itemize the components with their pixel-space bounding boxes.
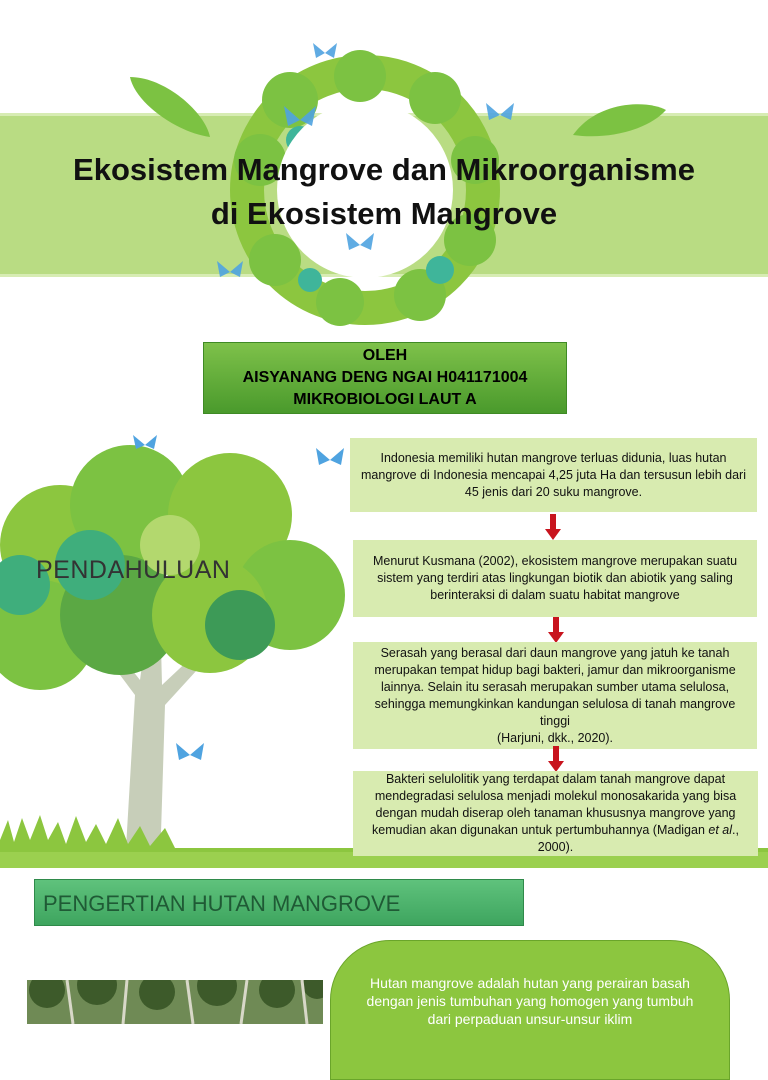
author-name: AISYANANG DENG NGAI H041171004 xyxy=(242,369,528,386)
author-label: OLEH xyxy=(362,347,408,364)
arrow-down-icon xyxy=(548,746,564,772)
section-title-definition: PENGERTIAN HUTAN MANGROVE xyxy=(34,879,524,926)
leaf-decoration-left xyxy=(125,72,215,142)
tree-illustration xyxy=(0,425,350,865)
mangrove-photo xyxy=(27,980,323,1024)
intro-box-4-text: Bakteri selulolitik yang terdapat dalam tanah mangrove dapat mendegradasi selulosa menjadi molekul monosakarida yang bisa dengan mudah diserap oleh tanaman khususnya mangrove yang kemudian akan digunakan untuk pertumbuhannya (Madigan et al., 2000). xyxy=(372,772,739,854)
leaf-decoration-right xyxy=(568,100,668,140)
definition-bubble: Hutan mangrove adalah hutan yang perairan basah dengan jenis tumbuhan yang homogen yang tumbuh dari perpaduan unsur-unsur iklim xyxy=(330,940,730,1080)
arrow-down-icon xyxy=(545,514,561,540)
intro-box-3-citation: (Harjuni, dkk., 2020). xyxy=(496,730,614,745)
page-title: Ekosistem Mangrove dan Mikroorganisme di Ekosistem Mangrove xyxy=(73,152,695,231)
section-title-introduction: PENDAHULUAN xyxy=(36,556,231,584)
author-course: MIKROBIOLOGI LAUT A xyxy=(293,391,477,408)
arrow-down-icon xyxy=(548,617,564,643)
intro-box-2: Menurut Kusmana (2002), ekosistem mangrove merupakan suatu sistem yang terdiri atas lingkungan biotik dan abiotik yang saling berinteraksi di dalam suatu habitat mangrove xyxy=(353,540,757,617)
intro-box-4 xyxy=(353,771,758,856)
intro-box-3-text: Serasah yang berasal dari daun mangrove yang jatuh ke tanah merupakan tempat hidup bagi bakteri, jamur dan mikroorganisme lainnya. Selain itu serasah merupakan sumber utama selulosa, sehingga memungkinkan kandungan selulosa di tanah mangrove tinggi xyxy=(374,645,736,728)
author-box xyxy=(203,342,567,414)
intro-box-1: Indonesia memiliki hutan mangrove terluas didunia, luas hutan mangrove di Indonesia mencapai 4,25 juta Ha dan tersusun lebih dari 45 jenis dari 20 suku mangrove. xyxy=(350,438,757,512)
intro-box-3 xyxy=(353,642,757,749)
